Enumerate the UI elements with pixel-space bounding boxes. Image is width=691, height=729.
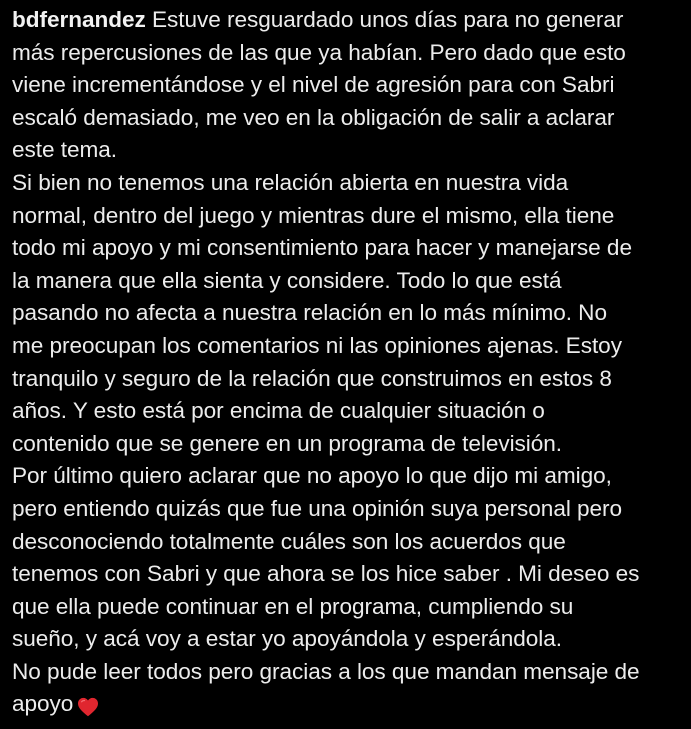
caption-line: viene incrementándose y el nivel de agresión para con Sabri [12, 72, 615, 98]
caption-line: años. Y esto está por encima de cualquier situación o [12, 398, 545, 424]
caption-line: Si bien no tenemos una relación abierta en nuestra vida [12, 169, 569, 195]
caption-line: tranquilo y seguro de la relación que construimos en estos 8 [12, 365, 612, 391]
post-caption [12, 4, 684, 721]
caption-text: Estuve resguardado unos días para no generar [152, 7, 624, 32]
caption-line: No pude leer todos pero gracias a los que mandan mensaje de [12, 658, 640, 684]
username-link[interactable]: bdfernandez [12, 7, 146, 32]
caption-line: desconociendo totalmente cuáles son los acuerdos que [12, 528, 566, 554]
caption-line: escaló demasiado, me veo en la obligación de salir a aclarar [12, 104, 615, 130]
caption-line: que ella puede continuar en el programa, cumpliendo su [12, 593, 574, 619]
caption-line: Por último quiero aclarar que no apoyo lo que dijo mi amigo, [12, 463, 612, 489]
caption-line: todo mi apoyo y mi consentimiento para hacer y manejarse de [12, 235, 632, 261]
caption-line: este tema. [12, 137, 117, 163]
caption-line: más repercusiones de las que ya habían. Pero dado que esto [12, 39, 626, 65]
caption-line: tenemos con Sabri y que ahora se los hice saber . Mi deseo es [12, 561, 640, 587]
caption-line-last [12, 688, 684, 721]
caption-line: la manera que ella sienta y considere. Todo lo que está [12, 267, 562, 293]
caption-line: pasando no afecta a nuestra relación en lo más mínimo. No [12, 300, 607, 326]
red-heart-icon-svg [77, 697, 99, 717]
caption-line: normal, dentro del juego y mientras dure el mismo, ella tiene [12, 202, 615, 228]
caption-text: apoyo [12, 691, 74, 717]
caption-line: sueño, y acá voy a estar yo apoyándola y esperándola. [12, 626, 563, 652]
caption-line: me preocupan los comentarios ni las opiniones ajenas. Estoy [12, 332, 622, 358]
caption-line: contenido que se genere en un programa de televisión. [12, 430, 563, 456]
red-heart-icon [77, 694, 99, 714]
caption-line [12, 4, 684, 37]
caption-line: pero entiendo quizás que fue una opinión suya personal pero [12, 495, 623, 521]
